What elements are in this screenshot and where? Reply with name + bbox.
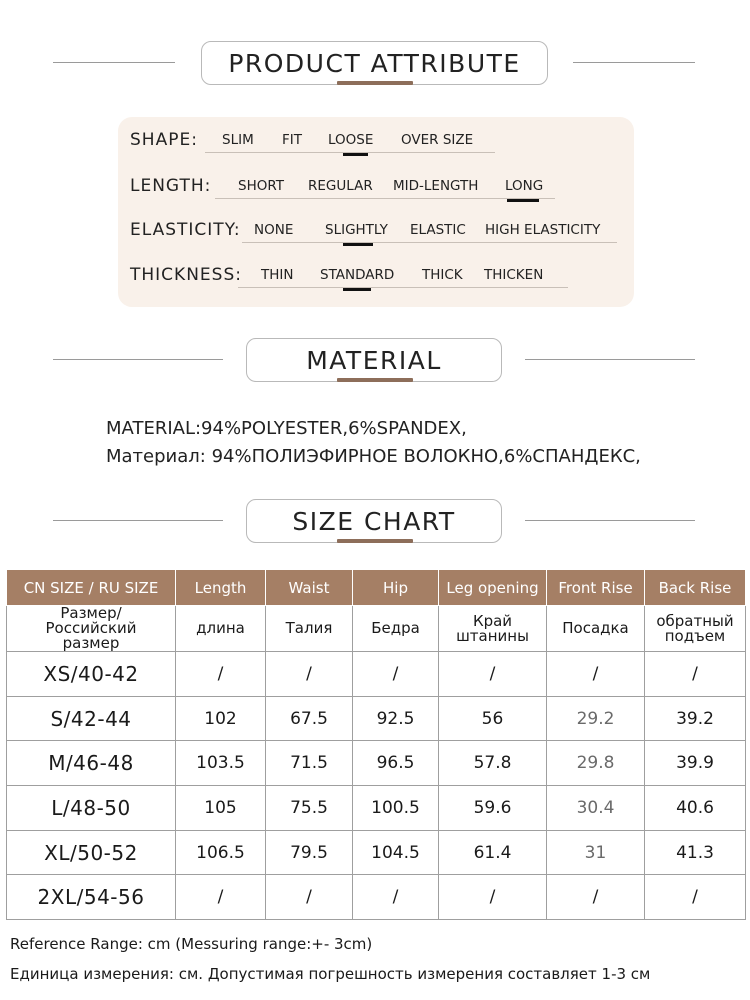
attribute-line bbox=[238, 287, 568, 288]
table-row bbox=[7, 786, 746, 831]
attribute-option-selected: SLIGHTLY bbox=[325, 222, 388, 238]
column-subheader: длина bbox=[176, 606, 266, 652]
attribute-row-thickness bbox=[130, 258, 625, 288]
attribute-option: THIN bbox=[261, 267, 294, 283]
attribute-option: SHORT bbox=[238, 178, 284, 194]
reference-range-en: Reference Range: cm (Messuring range:+- 3cm) bbox=[10, 935, 373, 953]
table-cell: 29.8 bbox=[547, 741, 645, 786]
column-header: CN SIZE / RU SIZE bbox=[7, 570, 176, 606]
table-row bbox=[7, 875, 746, 920]
attribute-option: HIGH ELASTICITY bbox=[485, 222, 601, 238]
selected-marker bbox=[343, 243, 373, 246]
column-header: Length bbox=[176, 570, 266, 606]
table-cell: 79.5 bbox=[266, 830, 353, 875]
attribute-option-selected: LONG bbox=[505, 178, 544, 194]
column-header: Front Rise bbox=[547, 570, 645, 606]
attribute-label: ELASTICITY: bbox=[130, 220, 241, 240]
table-cell: / bbox=[645, 652, 746, 697]
table-subheader-row bbox=[7, 606, 746, 652]
attribute-panel bbox=[118, 117, 634, 307]
table-cell: / bbox=[266, 652, 353, 697]
table-cell: 106.5 bbox=[176, 830, 266, 875]
size-cell: XL/50-52 bbox=[7, 830, 176, 875]
attribute-option: NONE bbox=[254, 222, 294, 238]
divider-line bbox=[573, 62, 695, 63]
table-cell: / bbox=[547, 875, 645, 920]
table-row bbox=[7, 696, 746, 741]
column-header: Back Rise bbox=[645, 570, 746, 606]
attribute-option-selected: LOOSE bbox=[328, 132, 374, 148]
column-subheader: Талия bbox=[266, 606, 353, 652]
table-cell: 41.3 bbox=[645, 830, 746, 875]
attribute-label: THICKNESS: bbox=[130, 265, 242, 285]
table-cell: 59.6 bbox=[439, 786, 547, 831]
table-cell: / bbox=[645, 875, 746, 920]
column-header: Leg opening bbox=[439, 570, 547, 606]
table-cell: 56 bbox=[439, 696, 547, 741]
table-row bbox=[7, 652, 746, 697]
table-cell: 40.6 bbox=[645, 786, 746, 831]
size-cell: M/46-48 bbox=[7, 741, 176, 786]
divider-line bbox=[525, 520, 695, 521]
column-header: Waist bbox=[266, 570, 353, 606]
attribute-label: SHAPE: bbox=[130, 130, 198, 150]
title-underline bbox=[337, 81, 413, 85]
column-subheader: Бедра bbox=[353, 606, 439, 652]
table-cell: 92.5 bbox=[353, 696, 439, 741]
reference-range-ru: Единица измерения: см. Допустимая погрешность измерения составляет 1-3 см bbox=[10, 965, 651, 983]
divider-line bbox=[53, 62, 175, 63]
table-cell: 100.5 bbox=[353, 786, 439, 831]
column-header: Hip bbox=[353, 570, 439, 606]
table-cell: 75.5 bbox=[266, 786, 353, 831]
attribute-label: LENGTH: bbox=[130, 176, 212, 196]
attribute-line bbox=[242, 242, 617, 243]
table-row bbox=[7, 741, 746, 786]
column-subheader: Размер/Российский размер bbox=[7, 606, 176, 652]
title-underline bbox=[337, 539, 413, 543]
table-cell: 61.4 bbox=[439, 830, 547, 875]
table-cell: 30.4 bbox=[547, 786, 645, 831]
attribute-row-shape bbox=[130, 123, 625, 153]
selected-marker bbox=[343, 153, 368, 156]
table-cell: / bbox=[439, 875, 547, 920]
size-cell: 2XL/54-56 bbox=[7, 875, 176, 920]
divider-line bbox=[525, 359, 695, 360]
title-underline bbox=[337, 378, 413, 382]
table-cell: 104.5 bbox=[353, 830, 439, 875]
table-cell: 96.5 bbox=[353, 741, 439, 786]
attribute-line bbox=[215, 198, 555, 199]
size-chart-table bbox=[6, 569, 746, 920]
table-row bbox=[7, 830, 746, 875]
table-cell: / bbox=[353, 875, 439, 920]
table-cell: 102 bbox=[176, 696, 266, 741]
size-cell: XS/40-42 bbox=[7, 652, 176, 697]
material-text-ru: Материал: 94%ПОЛИЭФИРНОЕ ВОЛОКНО,6%СПАНДЕКС, bbox=[106, 446, 641, 467]
table-header-row bbox=[7, 570, 746, 606]
table-cell: / bbox=[266, 875, 353, 920]
column-subheader: Край штанины bbox=[439, 606, 547, 652]
attribute-option: REGULAR bbox=[308, 178, 373, 194]
material-header bbox=[0, 338, 750, 382]
size-cell: L/48-50 bbox=[7, 786, 176, 831]
table-cell: 103.5 bbox=[176, 741, 266, 786]
table-cell: 39.9 bbox=[645, 741, 746, 786]
attribute-row-length bbox=[130, 169, 625, 199]
product-attribute-header bbox=[0, 41, 750, 85]
attribute-option: FIT bbox=[282, 132, 302, 148]
attribute-option: ELASTIC bbox=[410, 222, 466, 238]
column-subheader: Посадка bbox=[547, 606, 645, 652]
table-cell: 31 bbox=[547, 830, 645, 875]
column-subheader: обратный подъем bbox=[645, 606, 746, 652]
attribute-row-elasticity bbox=[130, 213, 625, 243]
attribute-option: THICK bbox=[422, 267, 463, 283]
table-cell: 57.8 bbox=[439, 741, 547, 786]
section-title: MATERIAL bbox=[246, 338, 502, 382]
attribute-option: OVER SIZE bbox=[401, 132, 474, 148]
table-cell: 71.5 bbox=[266, 741, 353, 786]
table-cell: / bbox=[176, 652, 266, 697]
size-chart-header bbox=[0, 499, 750, 543]
table-cell: / bbox=[176, 875, 266, 920]
table-cell: / bbox=[353, 652, 439, 697]
attribute-option: THICKEN bbox=[484, 267, 544, 283]
size-cell: S/42-44 bbox=[7, 696, 176, 741]
attribute-option: SLIM bbox=[222, 132, 254, 148]
table-cell: 67.5 bbox=[266, 696, 353, 741]
table-cell: 105 bbox=[176, 786, 266, 831]
selected-marker bbox=[507, 199, 539, 202]
section-title: PRODUCT ATTRIBUTE bbox=[201, 41, 548, 85]
table-cell: / bbox=[547, 652, 645, 697]
attribute-option-selected: STANDARD bbox=[320, 267, 395, 283]
attribute-option: MID-LENGTH bbox=[393, 178, 479, 194]
material-text-en: MATERIAL:94%POLYESTER,6%SPANDEX, bbox=[106, 418, 467, 439]
divider-line bbox=[53, 520, 223, 521]
table-cell: 39.2 bbox=[645, 696, 746, 741]
divider-line bbox=[53, 359, 223, 360]
section-title: SIZE CHART bbox=[246, 499, 502, 543]
selected-marker bbox=[343, 288, 371, 291]
table-cell: / bbox=[439, 652, 547, 697]
table-cell: 29.2 bbox=[547, 696, 645, 741]
